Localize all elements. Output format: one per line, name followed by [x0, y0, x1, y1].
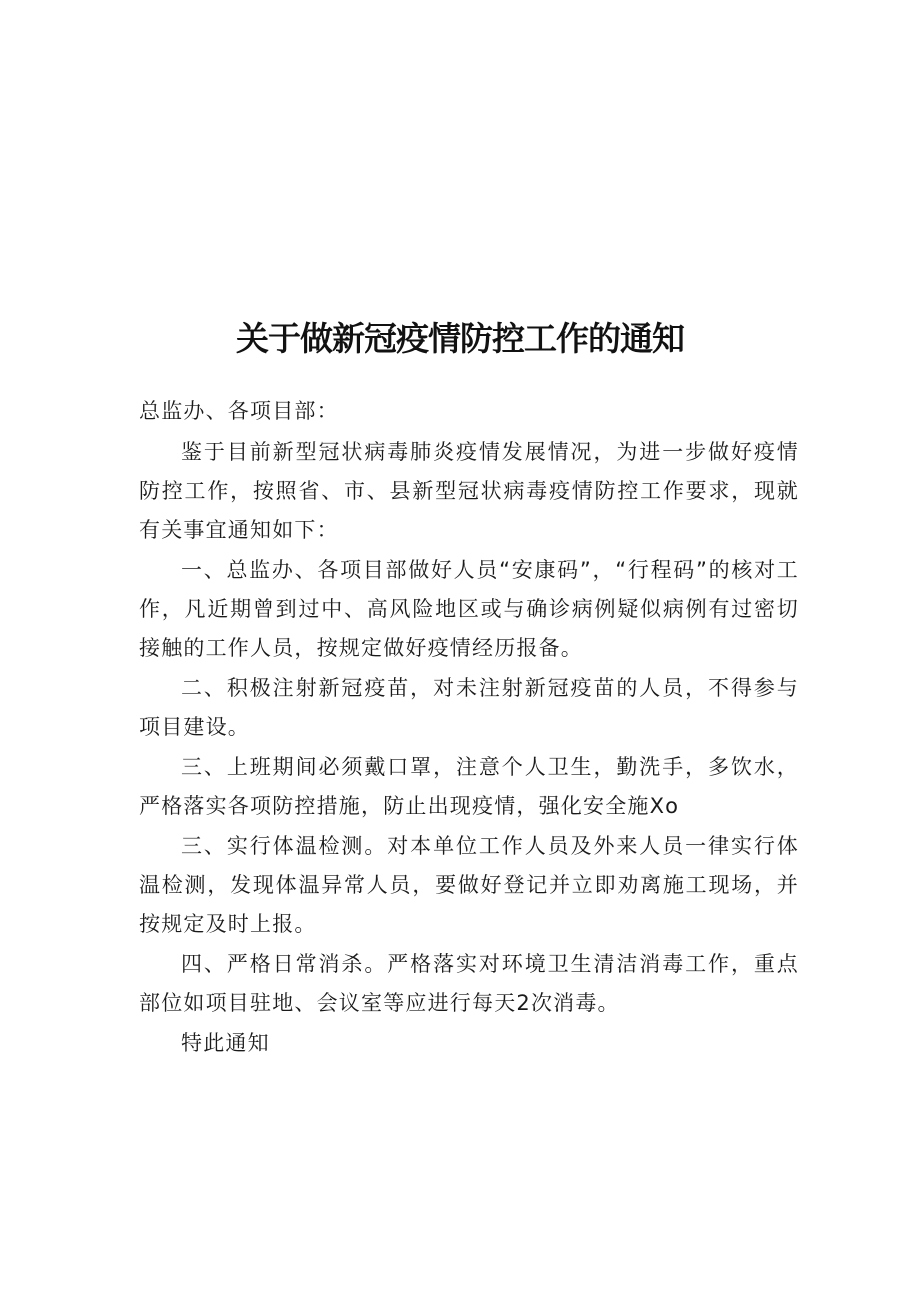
- document-body: [139, 392, 799, 1064]
- document-title: 关于做新冠疫情防控工作的通知: [236, 319, 684, 358]
- salutation: 总监办、各项目部：: [139, 399, 339, 423]
- closing-line: 特此通知: [181, 1031, 270, 1055]
- paragraph-item-1: 一、总监办、各项目部做好人员“安康码”，“行程码”的核对工作，凡近期曾到过中、高风险地区或与确诊病例疑似病例有过密切接触的工作人员，按规定做好疫情经历报备。: [139, 558, 799, 660]
- paragraph-item-4: 四、严格日常消杀。严格落实对环境卫生清洁消毒工作，重点部位如项目驻地、会议室等应进行每天2次消毒。: [139, 952, 799, 1015]
- paragraph-item-3b: 三、实行体温检测。对本单位工作人员及外来人员一律实行体温检测，发现体温异常人员，要做好登记并立即劝离施工现场，并按规定及时上报。: [139, 834, 799, 936]
- paragraph-item-3: 三、上班期间必须戴口罩，注意个人卫生，勤洗手，多饮水，严格落实各项防控措施，防止出现疫情，强化安全施Xo: [139, 755, 799, 818]
- paragraph-item-2: 二、积极注射新冠疫苗，对未注射新冠疫苗的人员，不得参与项目建设。: [139, 676, 799, 739]
- paragraph-intro: 鉴于目前新型冠状病毒肺炎疫情发展情况，为进一步做好疫情防控工作，按照省、市、县新型冠状病毒疫情防控工作要求，现就有关事宜通知如下：: [139, 440, 799, 542]
